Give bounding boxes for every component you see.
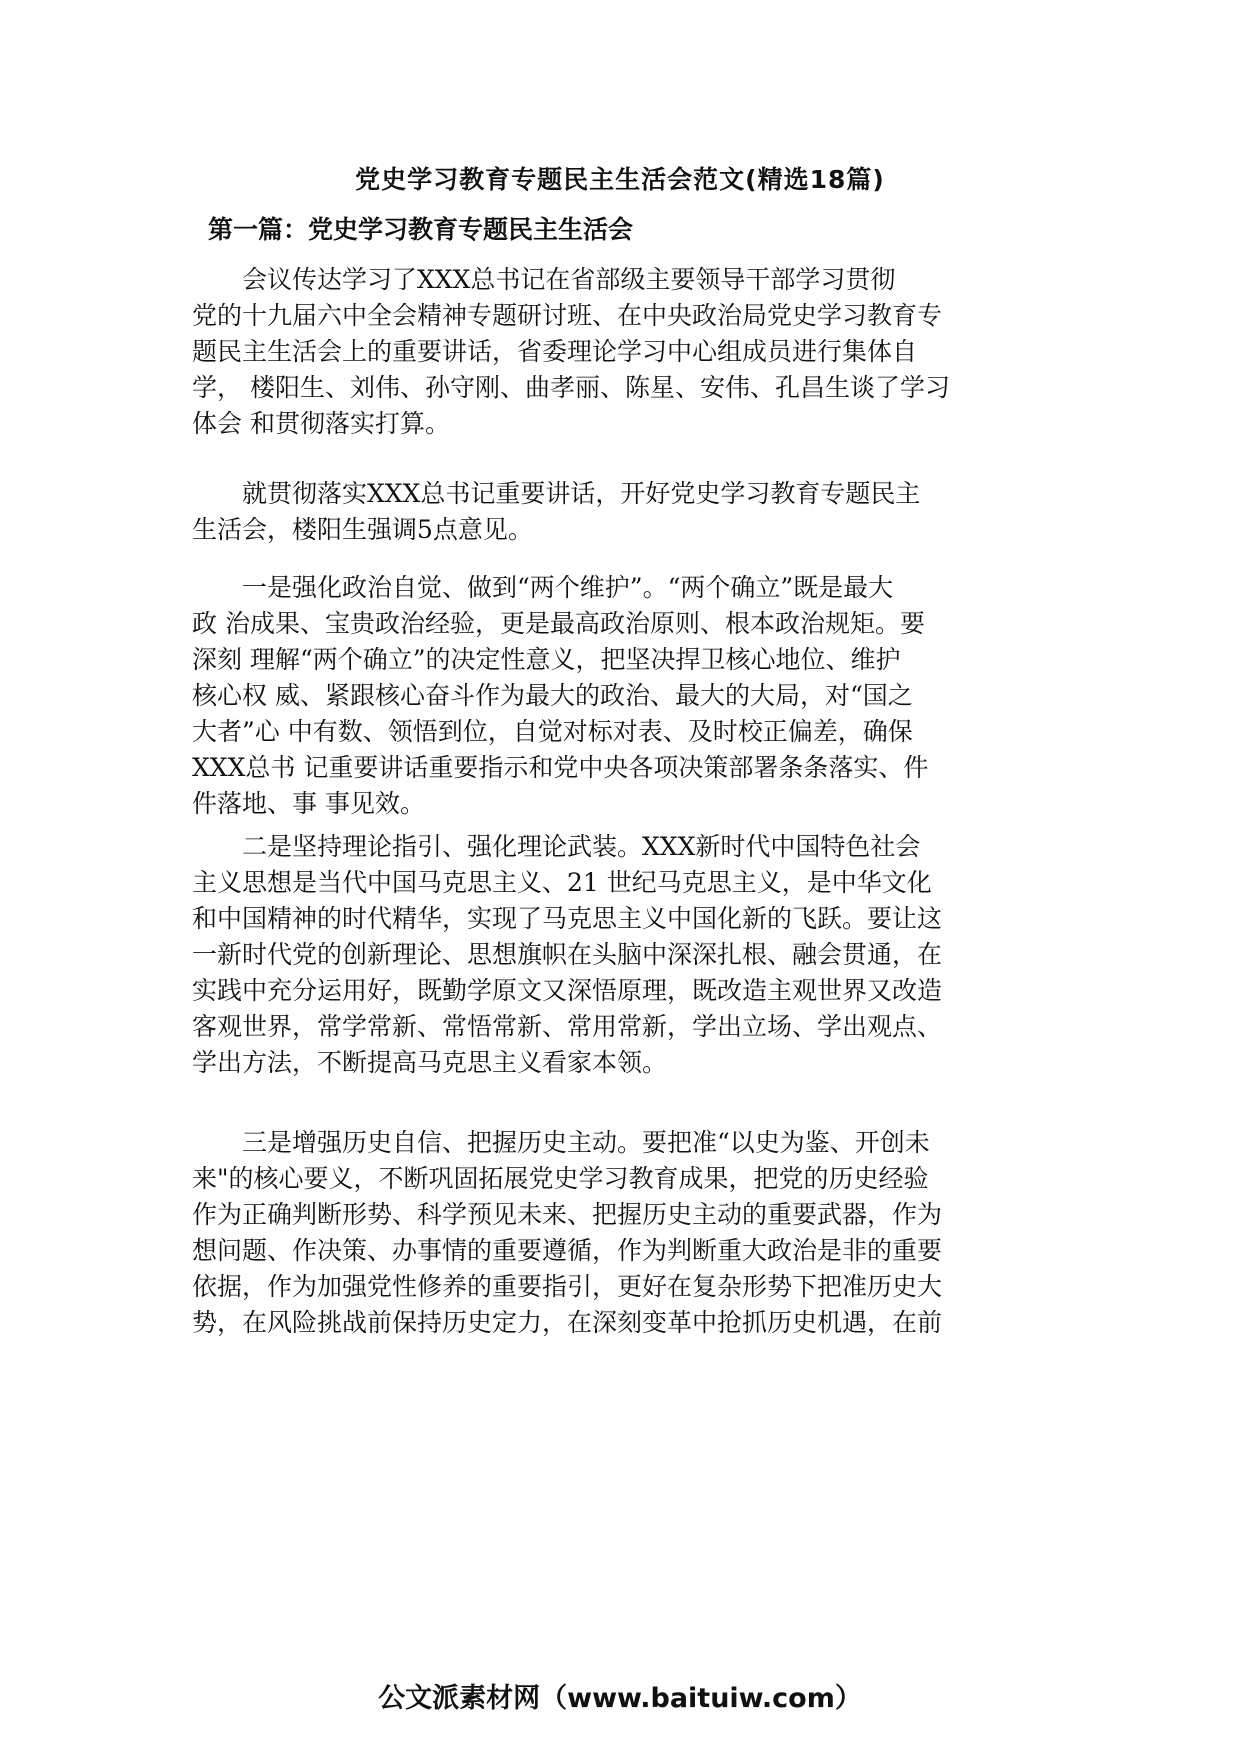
paragraph-line: 和中国精神的时代精华，实现了马克思主义中国化新的飞跃。要让这: [192, 904, 943, 933]
paragraph-line: 想问题、作决策、办事情的重要遵循，作为判断重大政治是非的重要: [192, 1236, 943, 1265]
paragraph-line: 作为正确判断形势、科学预见未来、把握历史主动的重要武器，作为: [192, 1200, 943, 1229]
paragraph-4: [192, 829, 1058, 1081]
paragraph-line: 大者”心 中有数、领悟到位，自觉对标对表、及时校正偏差，确保: [192, 717, 913, 746]
paragraph-line: 学， 楼阳生、刘伟、孙守刚、曲孝丽、陈星、安伟、孔昌生谈了学习: [192, 373, 950, 402]
paragraph-2: [192, 476, 1058, 548]
paragraph-3: [192, 570, 1058, 822]
paragraph-line: 就贯彻落实XXX总书记重要讲话，开好党史学习教育专题民主: [242, 479, 921, 508]
paragraph-line: 三是增强历史自信、把握历史主动。要把准“以史为鉴、开创未: [242, 1128, 930, 1157]
paragraph-line: 政 治成果、宝贵政治经验，更是最高政治原则、根本政治规矩。要: [192, 609, 925, 638]
paragraph-line: 件落地、事 事见效。: [192, 789, 425, 818]
paragraph-line: 实践中充分运用好，既勤学原文又深悟原理，既改造主观世界又改造: [192, 976, 943, 1005]
paragraph-1: [192, 262, 1058, 442]
paragraph-line: 体会 和贯彻落实打算。: [192, 409, 450, 438]
paragraph-line: 题民主生活会上的重要讲话，省委理论学习中心组成员进行集体自: [192, 337, 918, 366]
footer-source: 公文派素材网（www.baituiw.com）: [378, 1683, 862, 1714]
paragraph-line: 生活会，楼阳生强调5点意见。: [192, 515, 533, 544]
paragraph-line: 深刻 理解“两个确立”的决定性意义，把坚决捍卫核心地位、维护: [192, 645, 901, 674]
paragraph-line: 来"的核心要义，不断巩固拓展党史学习教育成果，把党的历史经验: [192, 1164, 929, 1193]
paragraph-line: 一新时代党的创新理论、思想旗帜在头脑中深深扎根、融会贯通，在: [192, 940, 943, 969]
paragraph-line: 一是强化政治自觉、做到“两个维护”。“两个确立”既是最大: [242, 573, 894, 602]
paragraph-line: 客观世界，常学常新、常悟常新、常用常新，学出立场、学出观点、: [192, 1012, 943, 1041]
paragraph-line: 核心权 威、紧跟核心奋斗作为最大的政治、最大的大局，对“国之: [192, 681, 913, 710]
paragraph-line: 二是坚持理论指引、强化理论武装。XXX新时代中国特色社会: [242, 832, 921, 861]
paragraph-5: [192, 1125, 1058, 1341]
paragraph-line: 会议传达学习了XXX总书记在省部级主要领导干部学习贯彻: [242, 265, 896, 294]
paragraph-line: XXX总书 记重要讲话重要指示和党中央各项决策部署条条落实、件: [192, 753, 929, 782]
paragraph-line: 党的十九届六中全会精神专题研讨班、在中央政治局党史学习教育专: [192, 301, 943, 330]
paragraph-line: 主义思想是当代中国马克思主义、21 世纪马克思主义，是中华文化: [192, 868, 932, 897]
document-title: 党史学习教育专题民主生活会范文(精选18篇): [355, 165, 885, 194]
section-heading: 第一篇：党史学习教育专题民主生活会: [208, 215, 634, 244]
paragraph-line: 学出方法，不断提高马克思主义看家本领。: [192, 1048, 668, 1077]
paragraph-line: 势，在风险挑战前保持历史定力，在深刻变革中抢抓历史机遇，在前: [192, 1308, 943, 1337]
paragraph-line: 依据，作为加强党性修养的重要指引，更好在复杂形势下把准历史大: [192, 1272, 943, 1301]
